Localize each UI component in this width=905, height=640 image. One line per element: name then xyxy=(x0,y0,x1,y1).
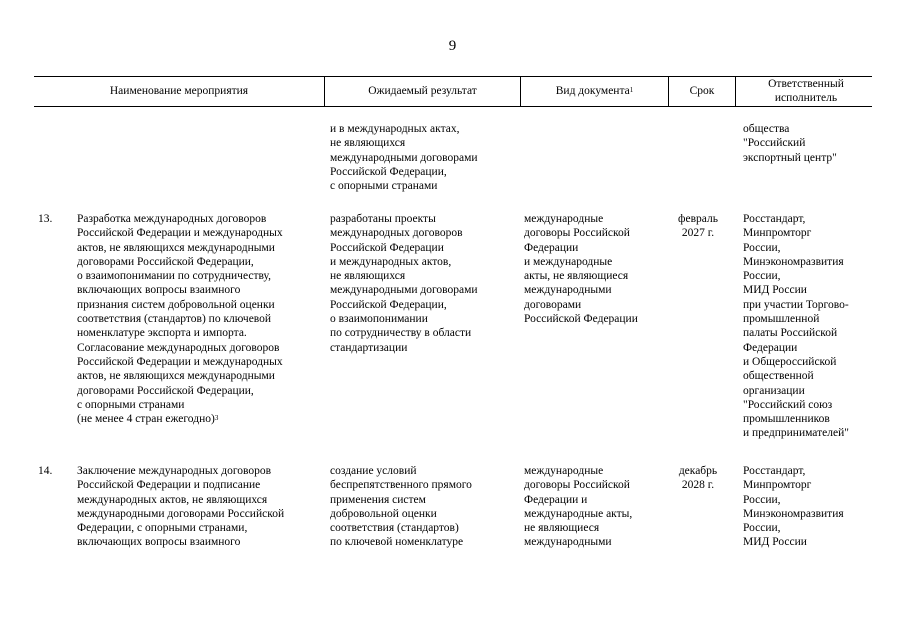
header-result xyxy=(325,76,520,106)
row-14-doc-type: международные договоры Российской Федерации и международные акты, не являющиеся международными xyxy=(524,465,633,549)
footnote-ref: 3 xyxy=(214,414,219,423)
row-13-name xyxy=(77,212,322,426)
footnote-ref: 1 xyxy=(629,86,634,94)
header-executor-label: Ответственный исполнитель xyxy=(768,78,844,104)
row-14-executor: Росстандарт, Минпромторг России, Минэкономразвития России, МИД России xyxy=(743,465,844,549)
row-13-name-text: Разработка международных договоров Российской Федерации и международных актов, не являющихся международными договорами Российской Федерации, о взаимопонимании по сотрудничеству, включающих вопросы взаимного признания систем добровольной оценки соответствия (стандартов) по ключевой номенклатуре экспорта и импорта. Согласование международных договоров Российской Федерации и международных актов, не являющихся международными договорами Российской Федерации, с опорными странами (не менее 4 стран ежегодно) xyxy=(77,213,283,426)
header-deadline-label: Срок xyxy=(689,85,715,97)
row-13-number: 13. xyxy=(38,213,53,225)
header-name xyxy=(34,76,324,106)
header-doc-type-label xyxy=(556,84,633,98)
header-name-label: Наименование мероприятия xyxy=(109,85,249,97)
row-13-result: разработаны проекты международных договоров Российской Федерации и международных актов, не являющихся международными договорами Российской Федерации, о взаимопонимании по сотрудничеству в области стандартизации xyxy=(330,213,478,354)
table-header-rule xyxy=(34,106,872,107)
header-executor xyxy=(740,76,872,106)
row-13-deadline: февраль 2027 г. xyxy=(678,213,718,240)
row-14-name: Заключение международных договоров Российской Федерации и подписание международных актов, не являющихся международными договорами Российской Федерации, с опорными странами, включающих вопросы взаимного xyxy=(77,465,285,549)
column-divider xyxy=(735,76,736,106)
row-14-deadline: декабрь 2028 г. xyxy=(678,465,718,492)
header-doc-type xyxy=(521,76,668,106)
header-doc-type-text: Вид документа xyxy=(555,85,630,97)
cont-result: и в международных актах, не являющихся международными договорами Российской Федерации, с опорными странами xyxy=(330,123,478,193)
cont-executor: общества "Российский экспортный центр" xyxy=(743,123,837,164)
row-14-result: создание условий беспрепятственного прямого применения систем добровольной оценки соответствия (стандартов) по ключевой номенклатуре xyxy=(330,465,472,549)
row-14-number: 14. xyxy=(38,465,53,477)
row-13-doc-type: международные договоры Российской Федерации и международные акты, не являющиеся международными договорами Российской Федерации xyxy=(524,213,638,326)
row-13-executor: Росстандарт, Минпромторг России, Минэкономразвития России, МИД России при участии Торгово- промышленной палаты Российской Федерации и Общероссийской общественной организации "Российский союз промышленников и предпринимателей" xyxy=(743,213,849,440)
header-result-label: Ожидаемый результат xyxy=(368,85,477,97)
header-deadline xyxy=(669,76,735,106)
page-number: 9 xyxy=(448,38,457,54)
